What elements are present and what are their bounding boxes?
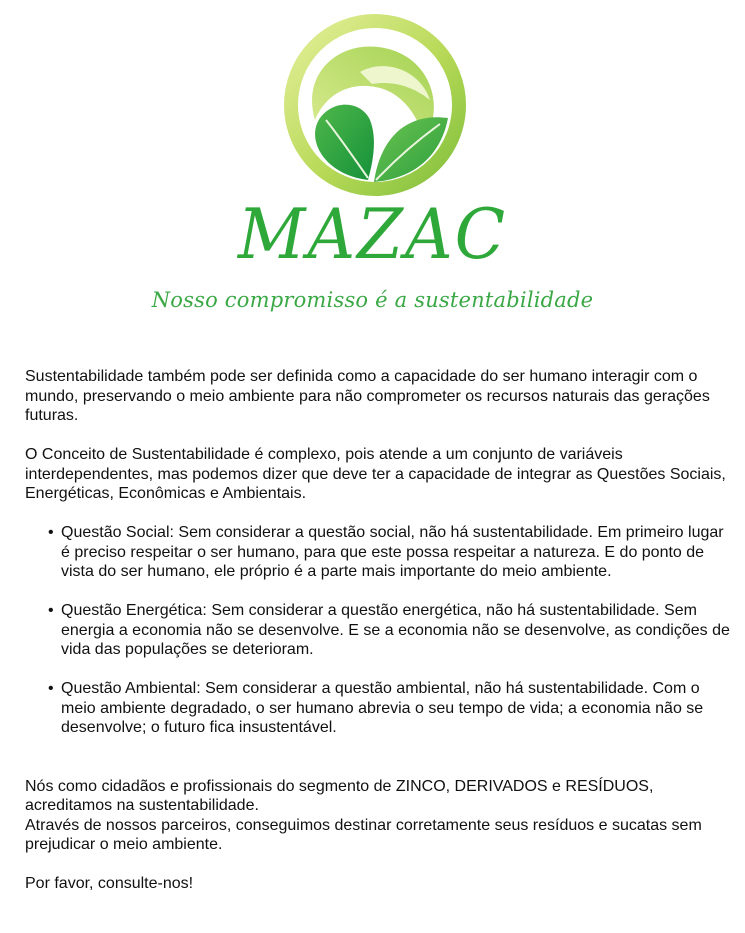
bullet-text-social: Questão Social: Sem considerar a questão social, não há sustentabilidade. Em primeiro lugar é preciso respeitar o ser humano, para que este possa respeitar a natureza. E do ponto de vista do ser humano, ele próprio é a parte mais importante do meio ambiente.	[61, 524, 724, 580]
spacer	[25, 504, 730, 524]
paragraph-partners: Através de nossos parceiros, conseguimos destinar corretamente seus resíduos e sucatas sem prejudicar o meio ambiente.	[25, 816, 702, 853]
list-item	[48, 601, 730, 660]
paragraph-contact: Por favor, consulte-nos!	[25, 875, 194, 892]
document-body	[25, 367, 730, 894]
bullet-marker: •	[48, 524, 54, 541]
list-item	[48, 523, 730, 582]
spacer	[25, 757, 730, 777]
paragraph-definition: Sustentabilidade também pode ser definida como a capacidade do ser humano interagir com o mundo, preservando o meio ambiente para não comprometer os recursos naturais das gerações futuras.	[25, 368, 710, 424]
bullet-marker: •	[48, 680, 54, 697]
list-item	[48, 679, 730, 738]
spacer	[25, 855, 730, 875]
paragraph-zinc: Nós como cidadãos e profissionais do segmento de ZINCO, DERIVADOS e RESÍDUOS, acreditamos na sustentabilidade.	[25, 777, 654, 814]
leaf-ring-emblem	[0, 0, 745, 200]
bullet-text-environment: Questão Ambiental: Sem considerar a questão ambiental, não há sustentabilidade. Com o meio ambiente degradado, o ser humano abrevia o seu tempo de vida; a economia não se desenvolve; o futuro fica insustentável.	[61, 680, 704, 736]
bullet-marker: •	[48, 602, 54, 619]
spacer	[25, 426, 730, 446]
paragraph-concept: O Conceito de Sustentabilidade é complexo, pois atende a um conjunto de variáveis interdependentes, mas podemos dizer que deve ter a capacidade de integrar as Questões Sociais, Energéticas, Econômicas e Ambientais.	[25, 446, 726, 502]
bullet-text-energy: Questão Energética: Sem considerar a questão energética, não há sustentabilidade. Sem energia a economia não se desenvolve. E se a economia não se desenvolve, as condições de vida das populações se deterioram.	[61, 602, 730, 658]
bullet-list	[25, 523, 730, 738]
brand-name: MAZAC	[237, 194, 508, 275]
brand-tagline: Nosso compromisso é a sustentabilidade	[151, 288, 594, 312]
company-logo	[0, 0, 745, 330]
